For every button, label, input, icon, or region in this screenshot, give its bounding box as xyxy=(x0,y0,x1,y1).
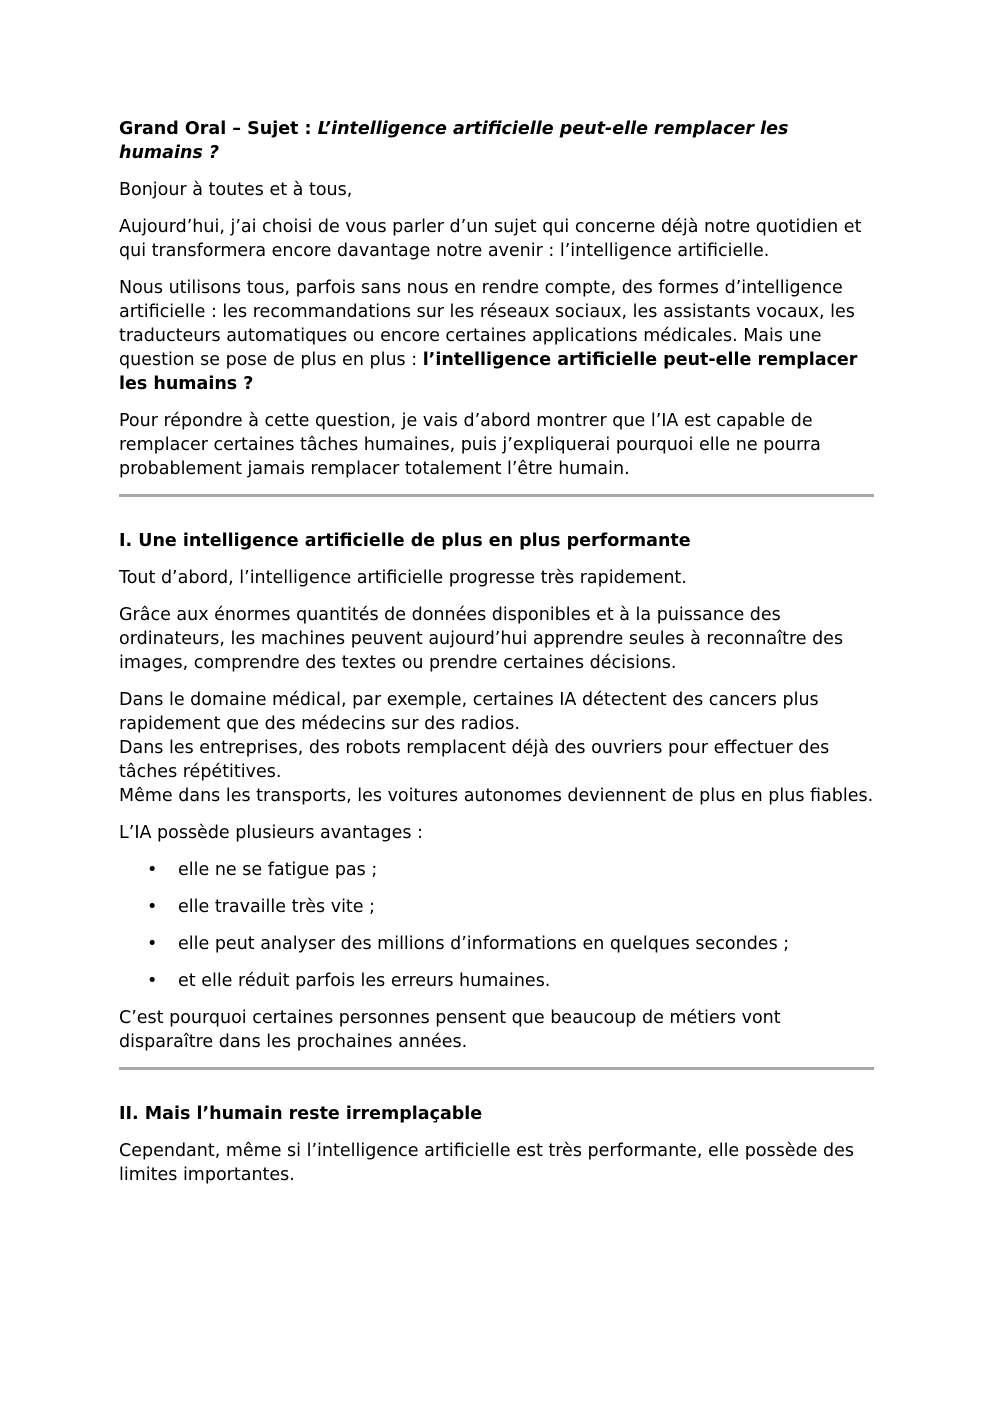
greeting-paragraph: Bonjour à toutes et à tous, xyxy=(119,180,353,200)
list-item-text: et elle réduit parfois les erreurs humaines. xyxy=(178,971,551,991)
section-1-paragraph-4: L’IA possède plusieurs avantages : xyxy=(119,823,423,843)
bullet-icon: • xyxy=(147,971,158,991)
list-item-text: elle ne se fatigue pas ; xyxy=(178,860,378,880)
list-item-text: elle peut analyser des millions d’informations en quelques secondes ; xyxy=(178,934,790,954)
section-1-paragraph-3 xyxy=(119,688,874,808)
intro-paragraph-2 xyxy=(119,276,874,396)
title-prefix: Grand Oral – Sujet : xyxy=(119,119,318,139)
list-item-text: elle travaille très vite ; xyxy=(178,897,376,917)
section-1-paragraph-3-line-2: Dans les entreprises, des robots remplacent déjà des ouvriers pour effectuer des tâches répétitives. xyxy=(119,738,830,782)
section-divider xyxy=(119,1067,874,1070)
section-1-heading: I. Une intelligence artificielle de plus en plus performante xyxy=(119,531,691,551)
section-divider xyxy=(119,494,874,497)
intro-paragraph-2-text: Nous utilisons tous, parfois sans nous en rendre compte, des formes d’intelligence artificielle : les recommandations sur les réseaux sociaux, les assistants vocaux, les traducteurs automatiques ou encore certaines applications médicales. Mais une question se pose de plus en plus : xyxy=(119,278,855,370)
problem-statement: l’intelligence artificielle peut-elle remplacer les humains ? xyxy=(119,350,858,394)
bullet-icon: • xyxy=(147,860,158,880)
section-1-paragraph-5: C’est pourquoi certaines personnes pensent que beaucoup de métiers vont disparaître dans les prochaines années. xyxy=(119,1008,781,1052)
list-item xyxy=(119,932,874,956)
section-1-paragraph-2: Grâce aux énormes quantités de données disponibles et à la puissance des ordinateurs, les machines peuvent aujourd’hui apprendre seules à reconnaître des images, comprendre des textes ou prendre certaines décisions. xyxy=(119,605,844,673)
section-1-paragraph-3-line-1: Dans le domaine médical, par exemple, certaines IA détectent des cancers plus rapidement que des médecins sur des radios. xyxy=(119,690,819,734)
section-1-paragraph-1: Tout d’abord, l’intelligence artificielle progresse très rapidement. xyxy=(119,568,687,588)
section-1-paragraph-3-line-3: Même dans les transports, les voitures autonomes deviennent de plus en plus fiables. xyxy=(119,786,874,806)
section-2-heading: II. Mais l’humain reste irremplaçable xyxy=(119,1104,483,1124)
list-item xyxy=(119,895,874,919)
intro-paragraph-1: Aujourd’hui, j’ai choisi de vous parler d’un sujet qui concerne déjà notre quotidien et qui transformera encore davantage notre avenir : l’intelligence artificielle. xyxy=(119,217,862,261)
title-subject: L’intelligence artificielle peut-elle remplacer les humains ? xyxy=(119,119,789,163)
bullet-icon: • xyxy=(147,897,158,917)
bullet-icon: • xyxy=(147,934,158,954)
document-title xyxy=(119,117,874,165)
document-body xyxy=(119,117,874,1200)
list-item xyxy=(119,969,874,993)
section-2-paragraph-1: Cependant, même si l’intelligence artificielle est très performante, elle possède des limites importantes. xyxy=(119,1141,855,1185)
list-item xyxy=(119,858,874,882)
intro-paragraph-3: Pour répondre à cette question, je vais d’abord montrer que l’IA est capable de remplacer certaines tâches humaines, puis j’expliquerai pourquoi elle ne pourra probablement jamais remplacer totalement l’être humain. xyxy=(119,411,821,479)
advantages-list xyxy=(119,858,874,993)
